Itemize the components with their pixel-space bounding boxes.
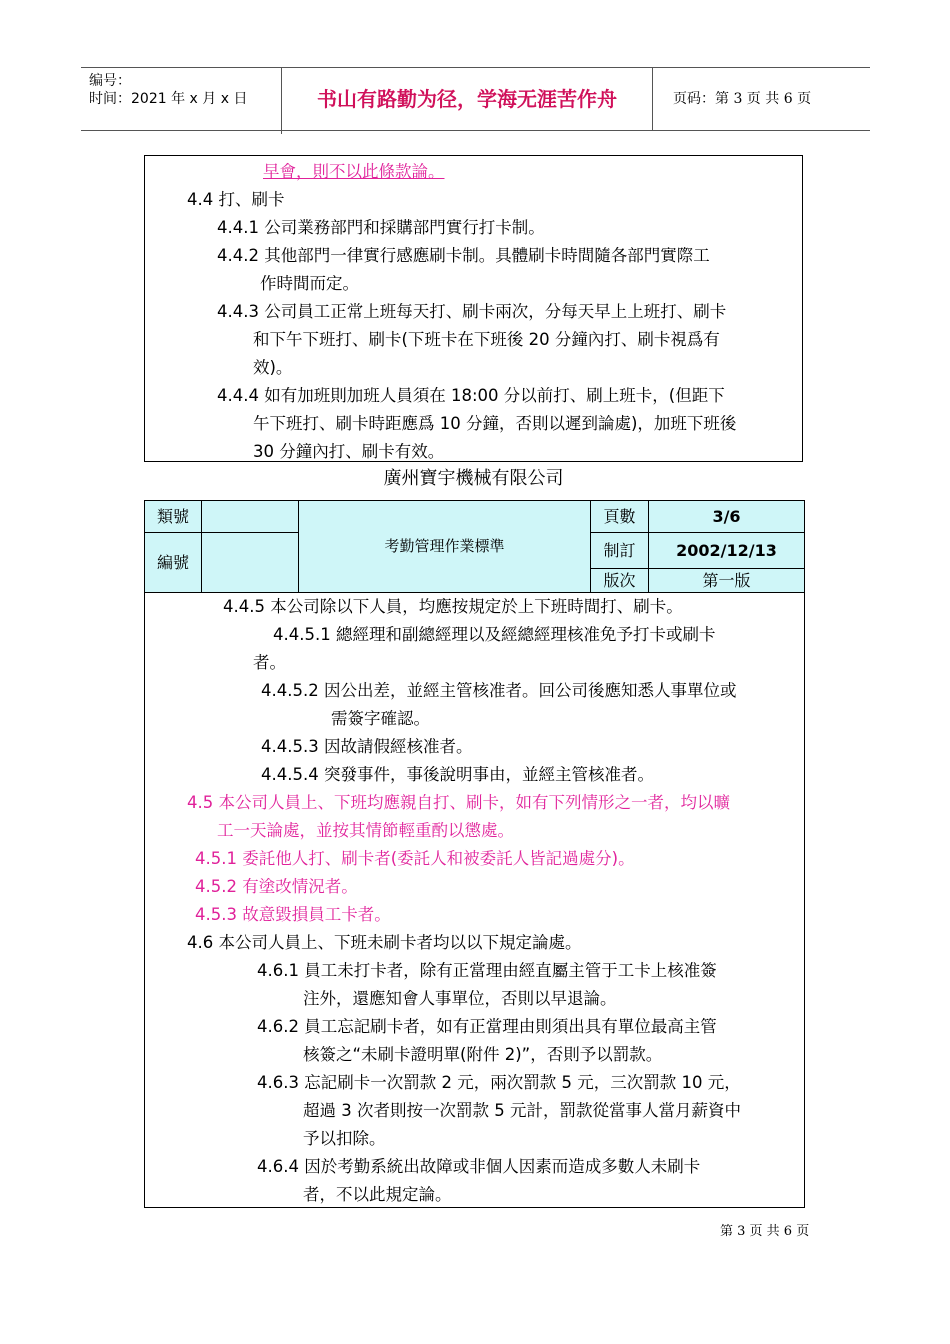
text-line: 早會，則不以此條款論。 — [263, 162, 445, 181]
text-line: 4.6.4 因於考勤系統出故障或非個人因素而造成多數人未刷卡 — [257, 1157, 701, 1176]
version-label: 版次 — [603, 571, 636, 590]
motto: 书山有路勤为径，学海无涯苦作舟 — [282, 68, 653, 130]
text-line: 4.4.2 其他部門一律實行感應刷卡制。具體刷卡時間隨各部門實際工 — [217, 246, 710, 265]
section-4-4-box — [144, 155, 803, 462]
text-line: 4.4.3 公司員工正常上班每天打、刷卡兩次，分每天早上上班打、刷卡 — [217, 302, 727, 321]
text-line: 4.6.2 員工忘記刷卡者，如有正當理由則須出具有單位最高主管 — [257, 1017, 717, 1036]
page-code-text: 页码：第 3 页 共 6 页 — [673, 91, 812, 107]
number-label: 编号： — [89, 73, 131, 89]
text-line: 4.4.5 本公司除以下人員，均應按規定於上下班時間打、刷卡。 — [223, 597, 683, 616]
text-line: 工一天論處，並按其情節輕重酌以懲處。 — [217, 821, 514, 840]
text-line: 4.5.3 故意毀損員工卡者。 — [195, 905, 391, 924]
pages-value: 3/6 — [712, 507, 741, 526]
version-value: 第一版 — [702, 571, 751, 590]
document-title-table — [144, 500, 805, 593]
text-line: 午下班打、刷卡時距應爲 10 分鐘，否則以遲到論處)，加班下班後 — [253, 414, 737, 433]
text-line: 4.6 本公司人員上、下班未刷卡者均以以下規定論處。 — [187, 933, 582, 952]
text-line: 4.4.5.4 突發事件，事後說明事由，並經主管核准者。 — [261, 765, 654, 784]
text-line: 4.4.1 公司業務部門和採購部門實行打卡制。 — [217, 218, 545, 237]
text-line: 4.4.4 如有加班則加班人員須在 18:00 分以前打、刷上班卡，(但距下 — [217, 386, 725, 405]
code-label: 編號 — [156, 553, 189, 572]
text-line: 和下午下班打、刷卡(下班卡在下班後 20 分鐘內打、刷卡視爲有 — [253, 330, 720, 349]
section-4-4-5-box — [144, 593, 805, 1208]
text-line: 核簽之“未刷卡證明單(附件 2)”，否則予以罰款。 — [303, 1045, 663, 1064]
text-line: 4.5.1 委託他人打、刷卡者(委託人和被委託人皆記過處分)。 — [195, 849, 635, 868]
text-line: 4.5 本公司人員上、下班均應親自打、刷卡，如有下列情形之一者，均以曠 — [187, 793, 730, 812]
text-line: 4.6.1 員工未打卡者，除有正當理由經直屬主管于工卡上核准簽 — [257, 961, 717, 980]
text-line: 超過 3 次者則按一次罰款 5 元計，罰款從當事人當月薪資中 — [303, 1101, 741, 1120]
text-line: 4.5.2 有塗改情況者。 — [195, 877, 358, 896]
document-title: 考勤管理作業標準 — [384, 537, 505, 555]
company-name: 廣州寶宇機械有限公司 — [383, 468, 564, 489]
text-line: 者。 — [253, 653, 286, 672]
page-footer: 第 3 页 共 6 页 — [720, 1224, 810, 1239]
text-line: 4.4.5.2 因公出差，並經主管核准者。回公司後應知悉人事單位或 — [261, 681, 737, 700]
text-line: 注外，還應知會人事單位，否則以早退論。 — [303, 989, 617, 1008]
header-meta — [81, 68, 282, 134]
text-line: 4.4 打、刷卡 — [187, 190, 285, 209]
time-label: 时间：2021 年 x 月 x 日 — [89, 91, 248, 107]
text-line: 4.4.5.1 總經理和副總經理以及經總經理核准免予打卡或刷卡 — [273, 625, 716, 644]
text-line: 4.6.3 忘記刷卡一次罰款 2 元，兩次罰款 5 元，三次罰款 10 元， — [257, 1073, 741, 1092]
page-code — [663, 68, 870, 130]
text-line: 需簽字確認。 — [331, 709, 430, 728]
text-line: 者，不以此規定論。 — [303, 1185, 452, 1204]
page-header — [81, 67, 870, 131]
text-line: 30 分鐘內打、刷卡有效。 — [253, 442, 445, 461]
pages-label: 頁數 — [603, 507, 636, 526]
date-label: 制訂 — [603, 541, 636, 560]
category-label: 類號 — [156, 507, 189, 526]
date-value: 2002/12/13 — [676, 541, 777, 560]
text-line: 4.4.5.3 因故請假經核准者。 — [261, 737, 473, 756]
text-line: 效)。 — [253, 358, 293, 377]
text-line: 作時間而定。 — [260, 274, 359, 293]
text-line: 予以扣除。 — [303, 1129, 386, 1148]
